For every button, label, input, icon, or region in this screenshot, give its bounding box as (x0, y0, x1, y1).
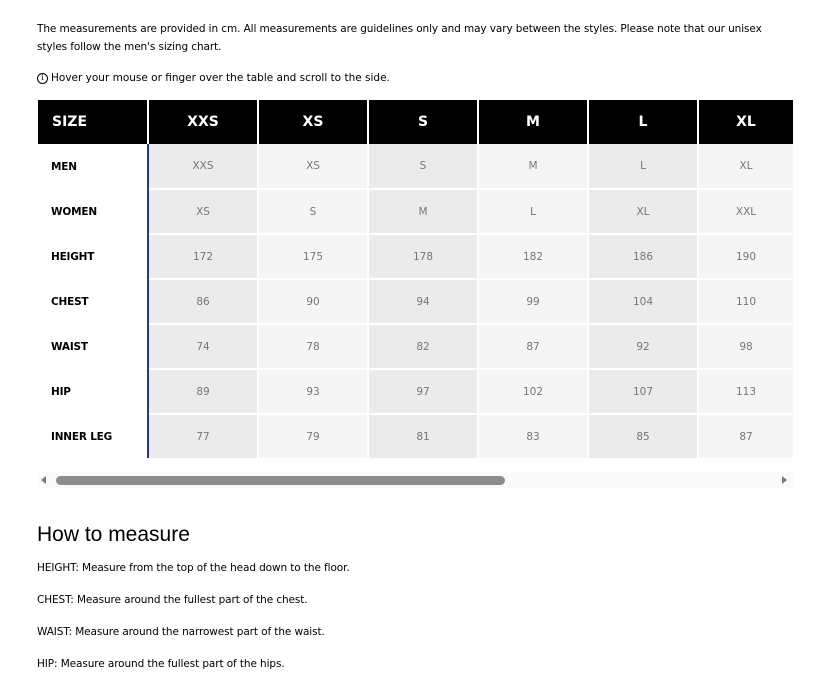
table-cell: 79 (258, 414, 368, 458)
row-label: WOMEN (38, 189, 148, 234)
table-cell: 82 (368, 324, 478, 369)
table-row-chest (38, 279, 793, 324)
table-row-hip (38, 369, 793, 414)
size-header-xxs: XXS (148, 100, 258, 144)
table-cell: 86 (148, 279, 258, 324)
table-cell: 104 (588, 279, 698, 324)
table-cell: XL (698, 144, 793, 189)
size-table-container[interactable] (38, 100, 793, 458)
row-label: HIP (38, 369, 148, 414)
table-cell: 78 (258, 324, 368, 369)
table-cell: 89 (148, 369, 258, 414)
table-cell: XXS (148, 144, 258, 189)
measure-item-hip: HIP: Measure around the fullest part of the hips. (37, 658, 285, 670)
table-cell: 186 (588, 234, 698, 279)
how-to-measure-section (37, 522, 797, 688)
table-row-height (38, 234, 793, 279)
table-row-men (38, 144, 793, 189)
intro-text: The measurements are provided in cm. All measurements are guidelines only and may vary between the styles. Please note that our unisex styles follow the men's sizing chart. (37, 23, 762, 53)
table-row-women (38, 189, 793, 234)
measure-item-chest: CHEST: Measure around the fullest part of the chest. (37, 594, 308, 606)
table-cell: 102 (478, 369, 588, 414)
size-header-l: L (588, 100, 698, 144)
size-header-label: SIZE (38, 100, 148, 144)
table-cell: L (478, 189, 588, 234)
table-cell: 90 (258, 279, 368, 324)
size-header-m: M (478, 100, 588, 144)
scroll-right-arrow-icon[interactable] (782, 476, 787, 484)
table-cell: 83 (478, 414, 588, 458)
table-cell: XS (148, 189, 258, 234)
table-cell: 175 (258, 234, 368, 279)
row-label: HEIGHT (38, 234, 148, 279)
table-cell: S (368, 144, 478, 189)
table-cell: 178 (368, 234, 478, 279)
table-cell: 87 (698, 414, 793, 458)
table-cell: M (368, 189, 478, 234)
table-cell: 94 (368, 279, 478, 324)
table-cell: 182 (478, 234, 588, 279)
scroll-hint-text: Hover your mouse or finger over the table and scroll to the side. (51, 72, 390, 84)
table-cell: XS (258, 144, 368, 189)
size-table (38, 100, 793, 458)
table-cell: 92 (588, 324, 698, 369)
info-icon: i (37, 73, 48, 84)
table-cell: XL (588, 189, 698, 234)
table-cell: 98 (698, 324, 793, 369)
table-cell: XXL (698, 189, 793, 234)
size-header-row (38, 100, 793, 144)
table-cell: 77 (148, 414, 258, 458)
table-cell: 97 (368, 369, 478, 414)
size-guide-intro (37, 20, 793, 86)
table-row-waist (38, 324, 793, 369)
row-label: MEN (38, 144, 148, 189)
table-cell: 107 (588, 369, 698, 414)
table-row-inner-leg (38, 414, 793, 458)
table-cell: M (478, 144, 588, 189)
row-label: CHEST (38, 279, 148, 324)
row-label: WAIST (38, 324, 148, 369)
table-cell: 99 (478, 279, 588, 324)
table-cell: 113 (698, 369, 793, 414)
table-cell: 172 (148, 234, 258, 279)
horizontal-scrollbar[interactable] (38, 472, 793, 488)
row-label: INNER LEG (38, 414, 148, 458)
table-cell: 81 (368, 414, 478, 458)
measure-item-waist: WAIST: Measure around the narrowest part of the waist. (37, 626, 325, 638)
table-cell: 93 (258, 369, 368, 414)
table-cell: L (588, 144, 698, 189)
size-header-s: S (368, 100, 478, 144)
table-cell: 190 (698, 234, 793, 279)
table-cell: S (258, 189, 368, 234)
table-cell: 87 (478, 324, 588, 369)
scroll-thumb[interactable] (56, 476, 505, 485)
scroll-hint (37, 70, 793, 86)
measure-item-height: HEIGHT: Measure from the top of the head down to the floor. (37, 562, 350, 574)
table-cell: 110 (698, 279, 793, 324)
table-cell: 74 (148, 324, 258, 369)
scroll-left-arrow-icon[interactable] (41, 476, 46, 484)
table-cell: 85 (588, 414, 698, 458)
size-header-xl: XL (698, 100, 793, 144)
size-header-xs: XS (258, 100, 368, 144)
how-to-measure-title: How to measure (37, 523, 190, 546)
